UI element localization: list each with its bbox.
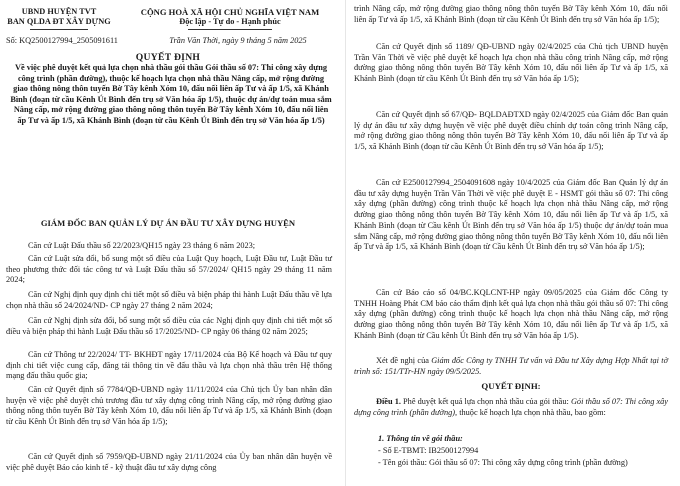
basis-paragraph: Căn cứ Quyết định số 7784/QĐ-UBND ngày 11/11/2024 của Chủ tịch Ủy ban nhân dân huyện về việc phê duyệt chủ trương đầu tư xây dựng công trình Nâng cấp, mở rộng đường giao thông nông thôn tuyến Bờ Tây kênh Xóm 10, đấu nối liên ấp Tư và ấp 1/5, xã Khánh Bình (đoạn từ cầu Kênh Út Bình đến trụ sở Văn hóa ấp 1/5);	[6, 385, 332, 427]
basis-paragraph: trình Nâng cấp, mở rộng đường giao thông nông thôn tuyến Bờ Tây kênh Xóm 10, đấu nối liên ấp Tư và ấp 1/5, xã Khánh Bình (đoạn từ cầu Kênh Út Bình đến trụ sở Văn hóa ấp 1/5);	[354, 4, 668, 24]
agency-line-1: UBND HUYỆN TVT	[21, 7, 97, 16]
basis-paragraph: Căn cứ Báo cáo số 04/BC.KQLCNT-HP ngày 09/05/2025 của Giám đốc Công ty TNHH Hoàng Phát CM báo cáo thẩm định kết quả lựa chọn nhà thầu gói thầu số 07: Thi công xây dựng (phần đường) công trình thuộc kế hoạch lựa chọn nhà thầu Nâng cấp, mở rộng đường giao thông nông thôn tuyến Bờ Tây kênh Xóm 10, đấu nối liên ấp Tư và ấp 1/5, xã Khánh Bình (đoạn từ Cầu kênh Út Bình đến trụ sở Văn hóa ấp 1/5).	[354, 288, 668, 340]
nation-line-1: CỘNG HOÀ XÃ HỘI CHỦ NGHĨA VIỆT NAM	[140, 7, 320, 17]
basis-paragraph: Căn cứ Nghị định quy định chi tiết một số điều và biện pháp thi hành Luật Đấu thầu về lựa chọn nhà thầu số 24/2024/ND- CP ngày 27 tháng 2 năm 2024;	[6, 290, 332, 310]
document-number: Số: KQ2500127994_2505091611	[6, 36, 118, 45]
decides-title: QUYẾT ĐỊNH:	[481, 381, 541, 391]
column-divider	[345, 0, 346, 486]
decision-title: QUYẾT ĐỊNH	[135, 52, 201, 63]
place-date: Trần Văn Thời, ngày 9 tháng 5 năm 2025	[169, 36, 307, 45]
article-italic: Gói thầu số 07: Thi công xây dựng công trình (phần đường),	[354, 397, 668, 417]
basis-paragraph: Căn cứ Thông tư 22/2024/ TT- BKHĐT ngày 17/11/2024 của Bộ Kế hoạch và Đầu tư quy định chi tiết việc cung cấp, đăng tải thông tin về đấu thầu và lựa chọn nhà thầu trên Hệ thống mạng đấu thầu quốc gia;	[6, 350, 332, 381]
left-column	[0, 0, 336, 486]
director-heading: GIÁM ĐỐC BAN QUẢN LÝ DỰ ÁN ĐẦU TƯ XÂY DỰNG HUYỆN	[40, 218, 296, 228]
proposal-paragraph	[354, 356, 668, 377]
basis-paragraph: Căn cứ Quyết định số 67/QĐ- BQLDAĐTXD ngày 02/4/2025 của Giám đốc Ban quản lý dự án đầu tư xây dựng huyện về việc phê duyệt điều chỉnh dự toán công trình Nâng cấp, mở rộng đường giao thông nông thôn tuyến Bờ Tây kênh Xóm 10, đấu nối liên ấp Tư và ấp 1/5, xã Khánh Bình (đoạn từ cầu Kênh Út Bình đến trụ sở Văn hóa ấp 1/5);	[354, 110, 668, 152]
agency-underline	[30, 29, 88, 30]
article-1	[354, 397, 668, 418]
list-item: - Tên gói thầu: Gói thầu số 07: Thi công xây dựng công trình (phần đường)	[378, 458, 628, 467]
basis-paragraph: Căn cứ Luật Đấu thầu số 22/2023/QH15 ngày 23 tháng 6 năm 2023;	[28, 241, 256, 250]
decision-subject: Về việc phê duyệt kết quả lựa chọn nhà thầu gói thầu Gói thầu số 07: Thi công xây dựng công trình (phần đường), thuộc kế hoạch lựa chọn nhà thầu Nâng cấp, mở rộng đường giao thông nông thôn tuyến Bờ Tây kênh Xóm 10, đấu nối liên ấp Tư và ấp 1/5, xã Khánh Bình (đoạn từ cầu Kênh Út Bình đến trụ sở Văn hóa ấp 1/5), thuộc dự án/dự toán mua sắm Nâng cấp, mở rộng đường giao thông nông thôn tuyến Bờ Tây kênh Xóm 10, đấu nối liên ấp Tư và ấp 1/5, xã Khánh Bình (đoạn từ cầu Kênh Út Bình đến trụ sở Văn hóa ấp 1/5)	[10, 63, 332, 125]
basis-paragraph: Căn cứ Quyết định số 7959/QĐ-UBND ngày 21/11/2024 của Ủy ban nhân dân huyện về việc phê duyệt Báo cáo kinh tế - kỹ thuật đầu tư xây dựng công	[6, 452, 332, 472]
nation-line-2: Độc lập - Tự do - Hạnh phúc	[179, 17, 281, 26]
nation-underline	[188, 29, 272, 30]
list-item: - Số E-TBMT: IB2500127994	[378, 446, 479, 455]
basis-paragraph: Căn cứ Quyết định số 1189/ QĐ-UBND ngày 02/4/2025 của Chủ tịch UBND huyện Trần Văn Thời về việc phê duyệt kế hoạch lựa chọn nhà thầu công trình Nâng cấp, mở rộng đường giao thông nông thôn tuyến Bờ Tây kênh Xóm 10, đấu nối liên ấp Tư và ấp 1/5, xã Khánh Bình (đoạn từ cầu Kênh Út Bình đến trụ sở Văn hóa ấp 1/5);	[354, 42, 668, 84]
basis-paragraph: Căn cứ Nghị định sửa đổi, bổ sung một số điều của các Nghị định quy định chi tiết một số điều và biện pháp thi hành Luật Đấu thầu số 17/2025/ND- CP ngày 06 tháng 02 năm 2025;	[6, 316, 332, 336]
section-title: 1. Thông tin về gói thầu:	[378, 434, 463, 443]
proposal-italic: Giám đốc Công ty TNHH Tư vấn và Đầu tư Xây dựng Hợp Nhất tại tờ trình số: 151/TTr-HN ngày 09/5/2025.	[354, 356, 668, 376]
basis-paragraph: Căn cứ E2500127994_2504091608 ngày 10/4/2025 của Giám đốc Ban Quản lý dự án đầu tư xây dựng huyện Trần Văn Thời về việc phê duyệt E - HSMT gói thầu số 07: Thi công xây dựng (phần đường) công trình thuộc kế hoạch lựa chọn nhà thầu Nâng cấp, mở rộng đường giao thông nông thôn tuyến Bờ Tây kênh Xóm 10, đấu nối liên ấp Tư và ấp 1/5, xã Khánh Bình (đoạn từ Cầu kênh Út Bình đến trụ sở Văn hóa ấp 1/5) thuộc dự án/dự toán mua sắm Nâng cấp, mở rộng đường giao thông nông thôn tuyến Bờ Tây kênh Xóm 10, đấu nối liên ấp Tư và ấp 1/5, xã Khánh Bình (đoạn từ Cầu kênh Út Bình đến trụ sở Văn hóa ấp 1/5);	[354, 178, 668, 252]
proposal-lead: Xét đề nghị của	[376, 356, 432, 365]
right-column	[354, 0, 670, 486]
article-text-1: Phê duyệt kết quả lựa chọn nhà thầu của gói thầu:	[400, 397, 571, 406]
agency-line-2: BAN QLDA ĐT XÂY DỰNG	[7, 17, 111, 26]
article-label: Điều 1.	[376, 397, 401, 406]
article-text-2: thuộc kế hoạch lựa chọn nhà thầu, bao gồm:	[457, 407, 606, 417]
basis-paragraph: Căn cứ Luật sửa đổi, bổ sung một số điều của Luật Quy hoạch, Luật Đầu tư, Luật Đầu tư theo phương thức đối tác công tư và Luật Đấu thầu số 57/2024/ QH15 ngày 29 tháng 11 năm 2024;	[6, 254, 332, 285]
